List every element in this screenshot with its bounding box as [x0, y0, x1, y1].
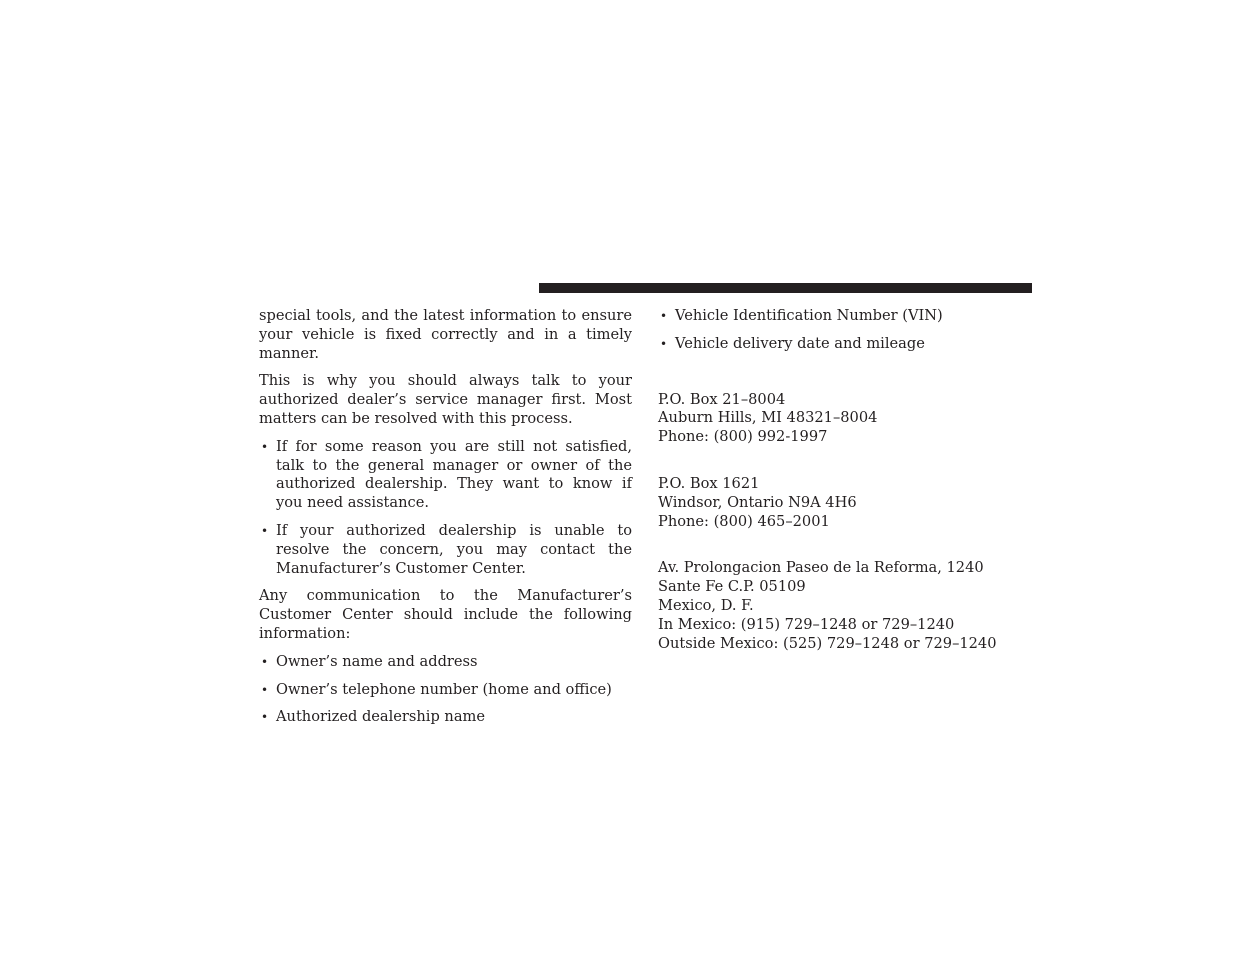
list-item-text: Owner’s name and address	[276, 652, 478, 670]
list-item	[658, 307, 1032, 326]
bullet-icon: •	[660, 336, 668, 351]
list-item	[259, 653, 632, 672]
list-item	[259, 681, 632, 700]
phone-line: Phone: (800) 992-1997	[658, 428, 828, 446]
phone-line: In Mexico: (915) 729–1248 or 729–1240	[658, 615, 955, 633]
required-info-list-continued	[658, 307, 1032, 354]
phone-line: Outside Mexico: (525) 729–1248 or 729–1240	[658, 634, 997, 652]
address-line: Av. Prolongacion Paseo de la Reforma, 1240	[658, 559, 984, 577]
address-line: Auburn Hills, MI 48321–8004	[658, 409, 878, 427]
address-line: Windsor, Ontario N9A 4H6	[658, 493, 857, 511]
escalation-list	[259, 438, 632, 579]
list-item-text: Authorized dealership name	[276, 708, 486, 726]
address-line: P.O. Box 1621	[658, 474, 760, 492]
paragraph-communication-info: Any communication to the Manufacturer’s Customer Center should include the following information:	[259, 587, 632, 642]
address-line: P.O. Box 21–8004	[658, 390, 786, 408]
bullet-icon: •	[261, 682, 269, 697]
list-item-text: Vehicle Identification Number (VIN)	[675, 307, 943, 324]
address-line: Sante Fe C.P. 05109	[658, 578, 806, 596]
required-info-list	[259, 653, 632, 727]
list-item-text: If your authorized dealership is unable to resolve the concern, you may contact the Manufacturer’s Customer Center.	[276, 521, 632, 577]
bullet-icon: •	[261, 710, 269, 725]
list-item-text: Vehicle delivery date and mileage	[675, 334, 925, 352]
bullet-icon: •	[261, 523, 269, 538]
address-block-canada	[658, 475, 1032, 531]
bullet-icon: •	[261, 654, 269, 669]
list-item-text: If for some reason you are still not satisfied, talk to the general manager or owner of the authorized dealership. They want to know if you need assistance.	[276, 437, 632, 512]
list-item	[658, 335, 1032, 354]
list-item	[259, 708, 632, 727]
address-line: Mexico, D. F.	[658, 596, 754, 614]
list-item	[259, 522, 632, 578]
bullet-icon: •	[660, 309, 668, 323]
list-item	[259, 438, 632, 513]
phone-line: Phone: (800) 465–2001	[658, 512, 830, 530]
list-item-text: Owner’s telephone number (home and office)	[276, 680, 612, 698]
paragraph-talk-to-service-manager: This is why you should always talk to your authorized dealer’s service manager first. Most matters can be resolved with this process.	[259, 372, 632, 427]
header-rule	[539, 283, 1032, 293]
paragraph-service-tools: special tools, and the latest information to ensure your vehicle is fixed correctly and in a timely manner.	[259, 307, 632, 362]
bullet-icon: •	[261, 439, 269, 454]
address-block-mexico	[658, 559, 1032, 653]
right-column	[658, 307, 1032, 653]
address-block-usa	[658, 391, 1032, 447]
left-column	[259, 307, 632, 736]
